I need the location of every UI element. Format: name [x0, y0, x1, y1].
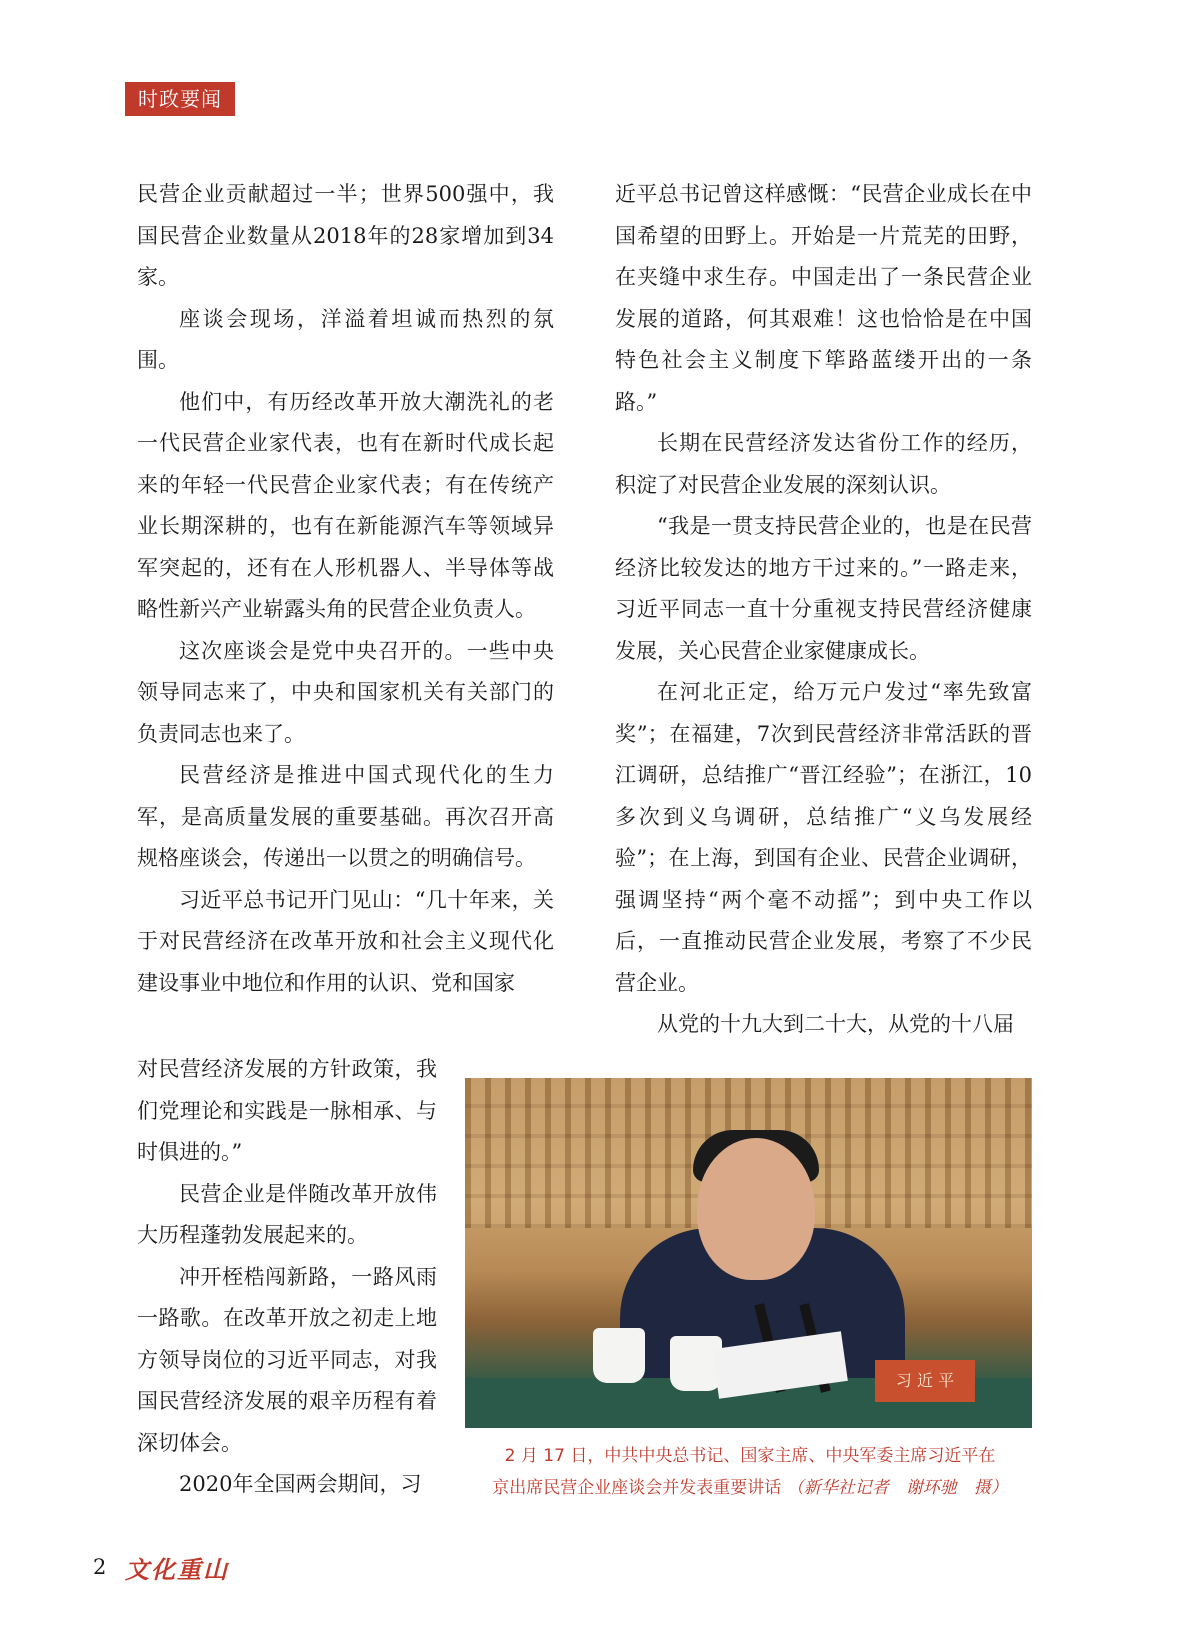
paragraph: 他们中，有历经改革开放大潮洗礼的老一代民营企业家代表，也有在新时代成长起来的年轻一代民营企业家代表；有在传统产业长期深耕的，也有在新能源汽车等领域异军突起的，还有在人形机器人、半导体等战略性新兴产业崭露头角的民营企业负责人。	[137, 389, 554, 621]
paragraph: 从党的十九大到二十大，从党的十八届	[657, 1012, 1014, 1036]
section-tag: 时政要闻	[125, 82, 235, 116]
photo-credit: （新华社记者 谢环驰 摄）	[786, 1478, 1008, 1498]
paragraph: 民营企业是伴随改革开放伟大历程蓬勃发展起来的。	[137, 1181, 437, 1247]
paragraph: 冲开桎梏闯新路，一路风雨一路歌。在改革开放之初走上地方领导岗位的习近平同志，对我国民营经济发展的艰辛历程有着深切体会。	[137, 1264, 437, 1455]
tea-cup	[593, 1328, 645, 1383]
paragraph: 座谈会现场，洋溢着坦诚而热烈的氛围。	[137, 306, 554, 372]
photo-caption	[465, 1440, 1035, 1504]
paragraph: 民营经济是推进中国式现代化的生力军，是高质量发展的重要基础。再次召开高规格座谈会，传递出一以贯之的明确信号。	[137, 763, 554, 870]
page-number: 2	[93, 1555, 107, 1579]
news-photo	[465, 1078, 1032, 1428]
article-column-right	[615, 174, 1032, 1046]
magazine-logo: 文化重山	[125, 1555, 229, 1584]
article-column-left-top	[137, 174, 554, 1004]
article-column-left-bottom	[137, 1049, 437, 1506]
paragraph: 近平总书记曾这样感慨：“民营企业成长在中国希望的田野上。开始是一片荒芜的田野，在夹缝中求生存。中国走出了一条民营企业发展的道路，何其艰难！这也恰恰是在中国特色社会主义制度下筚路蓝缕开出的一条路。”	[615, 182, 1032, 414]
paragraph: 对民营经济发展的方针政策，我们党理论和实践是一脉相承、与时俱进的。”	[137, 1057, 437, 1164]
caption-line-2: 京出席民营企业座谈会并发表重要讲话	[492, 1478, 782, 1498]
paragraph: 这次座谈会是党中央召开的。一些中央领导同志来了，中央和国家机关有关部门的负责同志也来了。	[137, 638, 554, 746]
paragraph: 在河北正定，给万元户发过“率先致富奖”；在福建，7次到民营经济非常活跃的晋江调研，总结推广“晋江经验”；在浙江，10多次到义乌调研，总结推广“义乌发展经验”；在上海，到国有企业、民营企业调研，强调坚持“两个毫不动摇”；到中央工作以后，一直推动民营企业发展，考察了不少民营企业。	[615, 680, 1032, 995]
paragraph: 民营企业贡献超过一半；世界500强中，我国民营企业数量从2018年的28家增加到34家。	[137, 182, 554, 289]
caption-line-1: 2 月 17 日，中共中央总书记、国家主席、中央军委主席习近平在	[504, 1446, 996, 1466]
paragraph: 2020年全国两会期间，习	[179, 1472, 422, 1496]
paragraph: 长期在民营经济发达省份工作的经历，积淀了对民营企业发展的深刻认识。	[615, 431, 1032, 497]
speaker-head	[697, 1138, 815, 1280]
paragraph: “我是一贯支持民营企业的，也是在民营经济比较发达的地方干过来的。”一路走来，习近平同志一直十分重视支持民营经济健康发展，关心民营企业家健康成长。	[615, 514, 1032, 663]
paragraph: 习近平总书记开门见山：“几十年来，关于对民营经济在改革开放和社会主义现代化建设事业中地位和作用的认识、党和国家	[137, 887, 554, 995]
nameplate: 习 近 平	[875, 1360, 975, 1402]
